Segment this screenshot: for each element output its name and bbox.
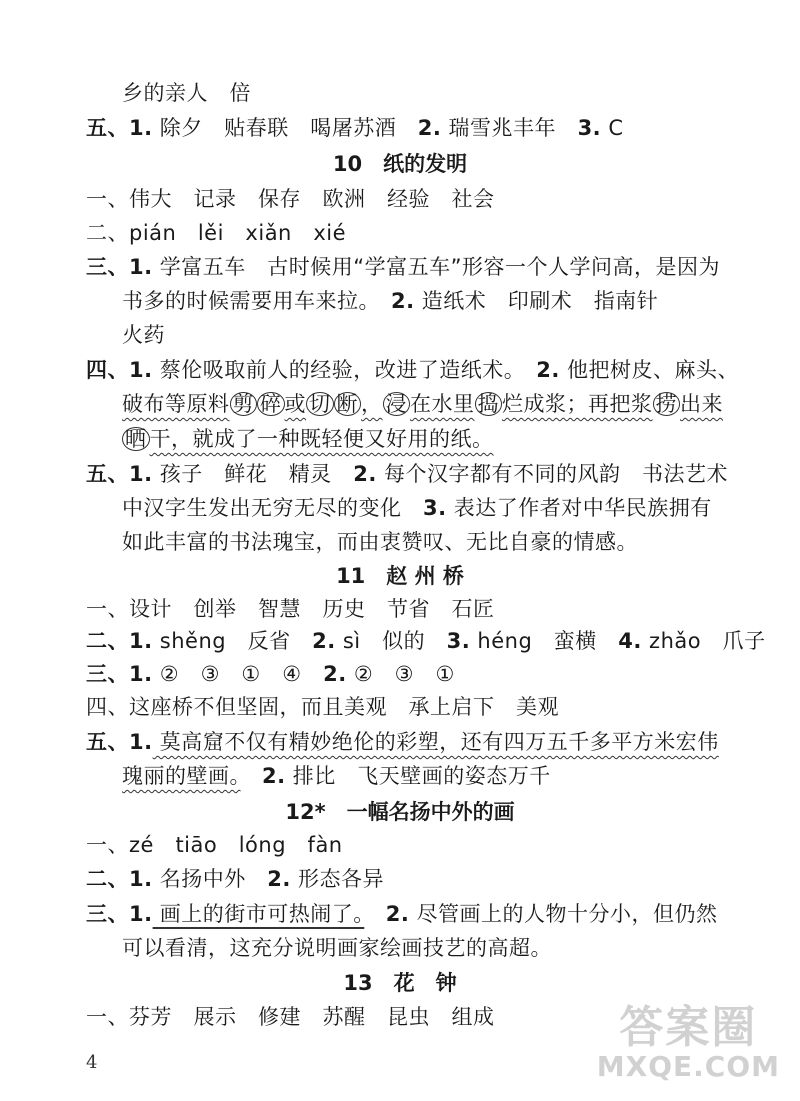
- line-text: 书多的时候需要用车来拉。: [122, 289, 391, 313]
- line-text: 他把树皮、麻头、: [559, 358, 740, 382]
- item-num: 二、1.: [86, 867, 153, 891]
- item-num: 三、1.: [86, 902, 153, 926]
- item-num: 二、1.: [86, 629, 153, 653]
- item-num: 2.: [364, 902, 410, 926]
- section-title: 13 花 钟: [343, 971, 457, 995]
- line-text: 一、设计 创举 智慧 历史 节省 石匠: [86, 597, 495, 621]
- text-line: [86, 899, 740, 929]
- text-line: [122, 320, 740, 350]
- item-num: 五、1.: [86, 730, 153, 754]
- line-text: héng 蛮横: [470, 629, 619, 653]
- text-line: [122, 761, 740, 791]
- line-text: 每个汉字都有不同的风韵 书法艺术: [376, 462, 729, 486]
- circled-char: 剪: [230, 392, 258, 416]
- item-num: 3.: [577, 116, 602, 140]
- line-text: 火药: [122, 323, 165, 347]
- line-text: 破布等原料: [122, 392, 230, 416]
- item-num: 五、1.: [86, 116, 153, 140]
- line-text: 尽管画上的人物十分小，但仍然: [409, 902, 718, 926]
- line-text: 在水里: [410, 392, 475, 416]
- item-num: 三、1.: [86, 255, 153, 279]
- line-text: 造纸术 印刷术 指南针: [414, 289, 659, 313]
- section-title: 11 赵 州 桥: [336, 564, 464, 588]
- text-line: [86, 692, 740, 722]
- text-line: [86, 727, 740, 757]
- line-text: 一、zé tiāo lóng fàn: [86, 833, 343, 857]
- item-num: 3.: [446, 629, 471, 653]
- line-text: 如此丰富的书法瑰宝，而由衷赞叹、无比自豪的情感。: [122, 530, 638, 554]
- line-text: 或: [284, 392, 306, 416]
- item-num: 3.: [423, 496, 447, 520]
- item-num: 2.: [417, 116, 442, 140]
- circled-char: 碎: [257, 392, 285, 416]
- text-line: [122, 286, 740, 316]
- line-text: 表达了作者对中华民族拥有: [446, 496, 712, 520]
- text-line: [86, 594, 740, 624]
- line-text: 除夕 贴春联 喝屠苏酒: [152, 116, 418, 140]
- line-text: C: [601, 116, 624, 140]
- watermark-title: 答案圈: [619, 1002, 758, 1053]
- line-text: 可以看清，这充分说明画家绘画技艺的高超。: [122, 936, 552, 960]
- item-num: 2.: [240, 764, 286, 788]
- item-num: 2.: [312, 629, 336, 653]
- underlined-answer: 画上的街市可热闹了。: [152, 902, 365, 926]
- circled-char: 捞: [653, 392, 681, 416]
- line-text: 蔡伦吸取前人的经验，改进了造纸术。: [152, 358, 537, 382]
- line-text: 学富五车 古时候用“学富五车”形容一个人学问高，是因为: [152, 255, 721, 279]
- item-num: 三、1.: [86, 662, 153, 686]
- text-line: [122, 78, 740, 108]
- watermark-logo: [596, 1002, 780, 1083]
- circled-char: 断: [334, 392, 362, 416]
- line-text: 形态各异: [290, 867, 385, 891]
- item-num: 2.: [536, 358, 560, 382]
- text-line: [122, 527, 740, 557]
- section-title: 12* 一幅名扬中外的画: [285, 800, 515, 824]
- underlined-answer: 莫高窟不仅有精妙绝伦的彩塑，还有四万五千多平方米宏伟: [152, 730, 719, 754]
- item-num: 五、1.: [86, 462, 153, 486]
- text-line: [86, 659, 740, 689]
- underlined-answer: [122, 392, 723, 416]
- text-line: [122, 424, 740, 454]
- circled-char: 浸: [383, 392, 411, 416]
- line-text: 排比 飞天壁画的姿态万千: [285, 764, 551, 788]
- line-text: 烂成浆；再把浆: [502, 392, 653, 416]
- line-text: 出来: [680, 392, 723, 416]
- line-text: shěng 反省: [152, 629, 313, 653]
- line-text: 四、这座桥不但坚固，而且美观 承上启下 美观: [86, 695, 559, 719]
- text-line: [122, 493, 740, 523]
- line-text: 干，就成了一种既轻便又好用的纸。: [149, 427, 494, 451]
- text-line: [86, 830, 740, 860]
- page-number: 4: [86, 1052, 98, 1073]
- line-text: zhǎo 爪子: [641, 629, 766, 653]
- item-num: 四、1.: [86, 358, 153, 382]
- item-num: 2.: [391, 289, 415, 313]
- line-text: sì 似的: [335, 629, 447, 653]
- text-line: [86, 218, 740, 248]
- line-text: ② ③ ①: [346, 662, 455, 686]
- text-line: [86, 252, 740, 282]
- line-text: ② ③ ① ④: [152, 662, 324, 686]
- line-text: ，: [361, 392, 383, 416]
- circled-char: 晒: [122, 427, 150, 451]
- text-line: [86, 355, 740, 385]
- circled-char: 捣: [475, 392, 503, 416]
- text-line: [86, 626, 766, 656]
- text-line: [86, 184, 740, 214]
- line-text: 孩子 鲜花 精灵: [152, 462, 354, 486]
- section-title: 10 纸的发明: [332, 152, 468, 176]
- text-line: [86, 459, 740, 489]
- text-line: [122, 389, 740, 419]
- text-line: [122, 933, 740, 963]
- underlined-answer: 瑰丽的壁画。: [122, 764, 241, 788]
- item-num: 4.: [618, 629, 642, 653]
- line-text: 名扬中外: [152, 867, 268, 891]
- circled-char: 切: [306, 392, 334, 416]
- underlined-answer: [122, 427, 494, 451]
- line-text: 一、芬芳 展示 修建 苏醒 昆虫 组成: [86, 1005, 495, 1029]
- item-num: 2.: [267, 867, 291, 891]
- line-text: 瑞雪兆丰年: [441, 116, 578, 140]
- watermark-url: MXQE.COM: [596, 1050, 780, 1083]
- item-num: 2.: [323, 662, 347, 686]
- text-line: [86, 113, 740, 143]
- line-text: 一、伟大 记录 保存 欧洲 经验 社会: [86, 187, 495, 211]
- line-text: 二、pián lěi xiǎn xié: [86, 221, 347, 245]
- line-text: 中汉字生发出无穷无尽的变化: [122, 496, 423, 520]
- line-text: 乡的亲人 倍: [122, 81, 251, 105]
- text-line: [86, 864, 740, 894]
- item-num: 2.: [353, 462, 377, 486]
